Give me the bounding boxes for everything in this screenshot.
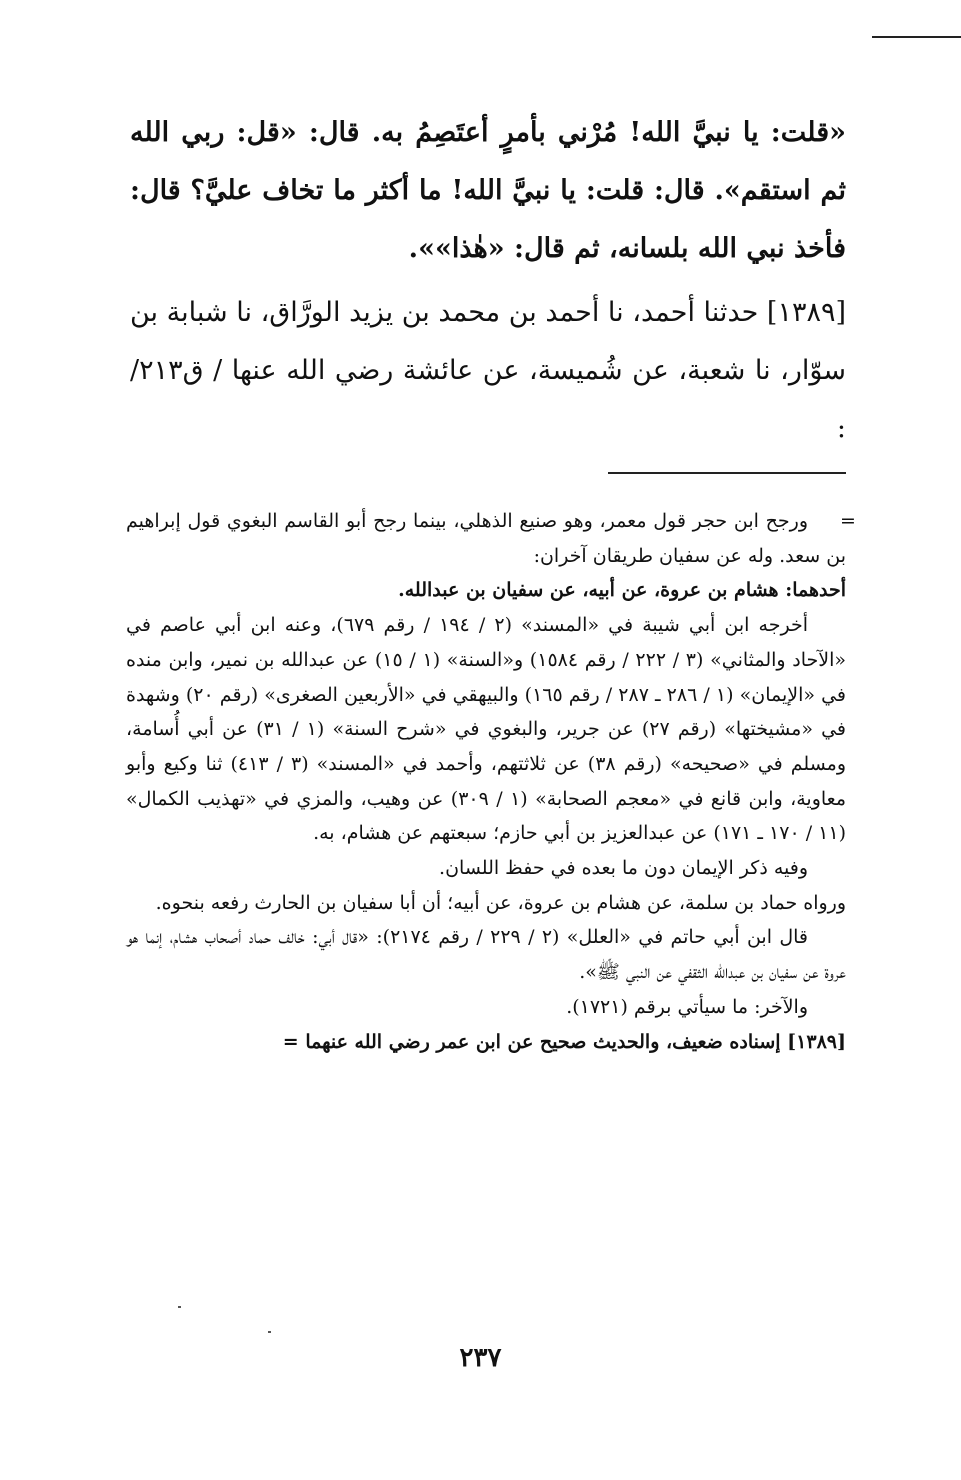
page-number: ٢٣٧ bbox=[459, 1343, 502, 1373]
footnote-separator bbox=[608, 472, 846, 474]
footnote-paragraph: قال ابن أبي حاتم في «العلل» (٢ / ٢٢٩ / رقم ٢١٧٤): «قال أبي: خالف حماد أصحاب هشام، إنما هو عروة عن سفيان بن عبدالله الثقفي عن النبي ﷺ». bbox=[126, 926, 846, 984]
main-text bbox=[130, 104, 846, 458]
scan-speck bbox=[268, 1331, 271, 1333]
footnote-paragraph: [١٣٨٩] إسناده ضعيف، والحديث صحيح عن ابن عمر رضي الله عنهما = bbox=[282, 1030, 846, 1053]
footnote-paragraph: أحدهما: هشام بن عروة، عن أبيه، عن سفيان بن عبدالله. bbox=[398, 579, 846, 602]
continuation-mark: = bbox=[840, 510, 856, 532]
footnote-paragraph: ورواه حماد بن سلمة، عن هشام بن عروة، عن أبيه؛ أن أبا سفيان بن الحارث رفعه بنحوه. bbox=[155, 891, 846, 914]
header-rule bbox=[872, 36, 961, 38]
footnote-paragraph: والآخر: ما سيأتي برقم (١٧٢١). bbox=[566, 995, 808, 1018]
footnote-paragraph: ورجح ابن حجر قول معمر، وهو صنيع الذهلي، بينما رجح أبو القاسم البغوي قول إبراهيم بن سعد. وله عن سفيان طريقان آخران: bbox=[126, 510, 846, 567]
footnotes bbox=[126, 504, 846, 1059]
hadith-1389-isnad: [١٣٨٩] حدثنا أحمد، نا أحمد بن محمد بن يزيد الورَّاق، نا شبابة بن سوّار، نا شعبة، عن شُميسة، عن عائشة رضي الله عنها / ق٢١٣/ : bbox=[130, 297, 846, 444]
scan-speck bbox=[178, 1306, 181, 1308]
footnote-paragraph: وفيه ذكر الإيمان دون ما بعده في حفظ اللسان. bbox=[439, 857, 808, 880]
footnote-paragraph: أخرجه ابن أبي شيبة في «المسند» (٢ / ١٩٤ / رقم ٦٧٩)، وعنه ابن أبي عاصم في «الآحاد والمثاني» (٣ / ٢٢٢ / رقم ١٥٨٤) و«السنة» (١ / ١٥) عن عبدالله بن نمير، وابن منده في «الإيمان» (١ / ٢٨٦ ـ ٢٨٧ / رقم ١٦٥) والبيهقي في «الأربعين الصغرى» (رقم ٢٠) وشهدة في «مشيختها» (رقم ٢٧) عن جرير، والبغوي في «شرح السنة» (١ / ٣١) عن أبي أُسامة، ومسلم في «صحيحه» (رقم ٣٨) عن ثلاثتهم، وأحمد في «المسند» (٣ / ٤١٣) ثنا وكيع وأبو معاوية، وابن قانع في «معجم الصحابة» (١ / ٣٠٩) عن وهيب، والمزي في «تهذيب الكمال» (١١ / ١٧٠ ـ ١٧١) عن عبدالعزيز بن أبي حازم؛ سبعتهم عن هشام، به. bbox=[126, 614, 847, 845]
hadith-text-continued: «قلت: يا نبيَّ الله! مُرْني بأمرٍ أعتَصِمُ به. قال: «قل: ربي الله ثم استقم». قال: قلت: يا نبيَّ الله! ما أكثر ما تخاف عليَّ؟ قال: فأخذ نبي الله بلسانه، ثم قال: «هٰذا»». bbox=[130, 117, 846, 264]
